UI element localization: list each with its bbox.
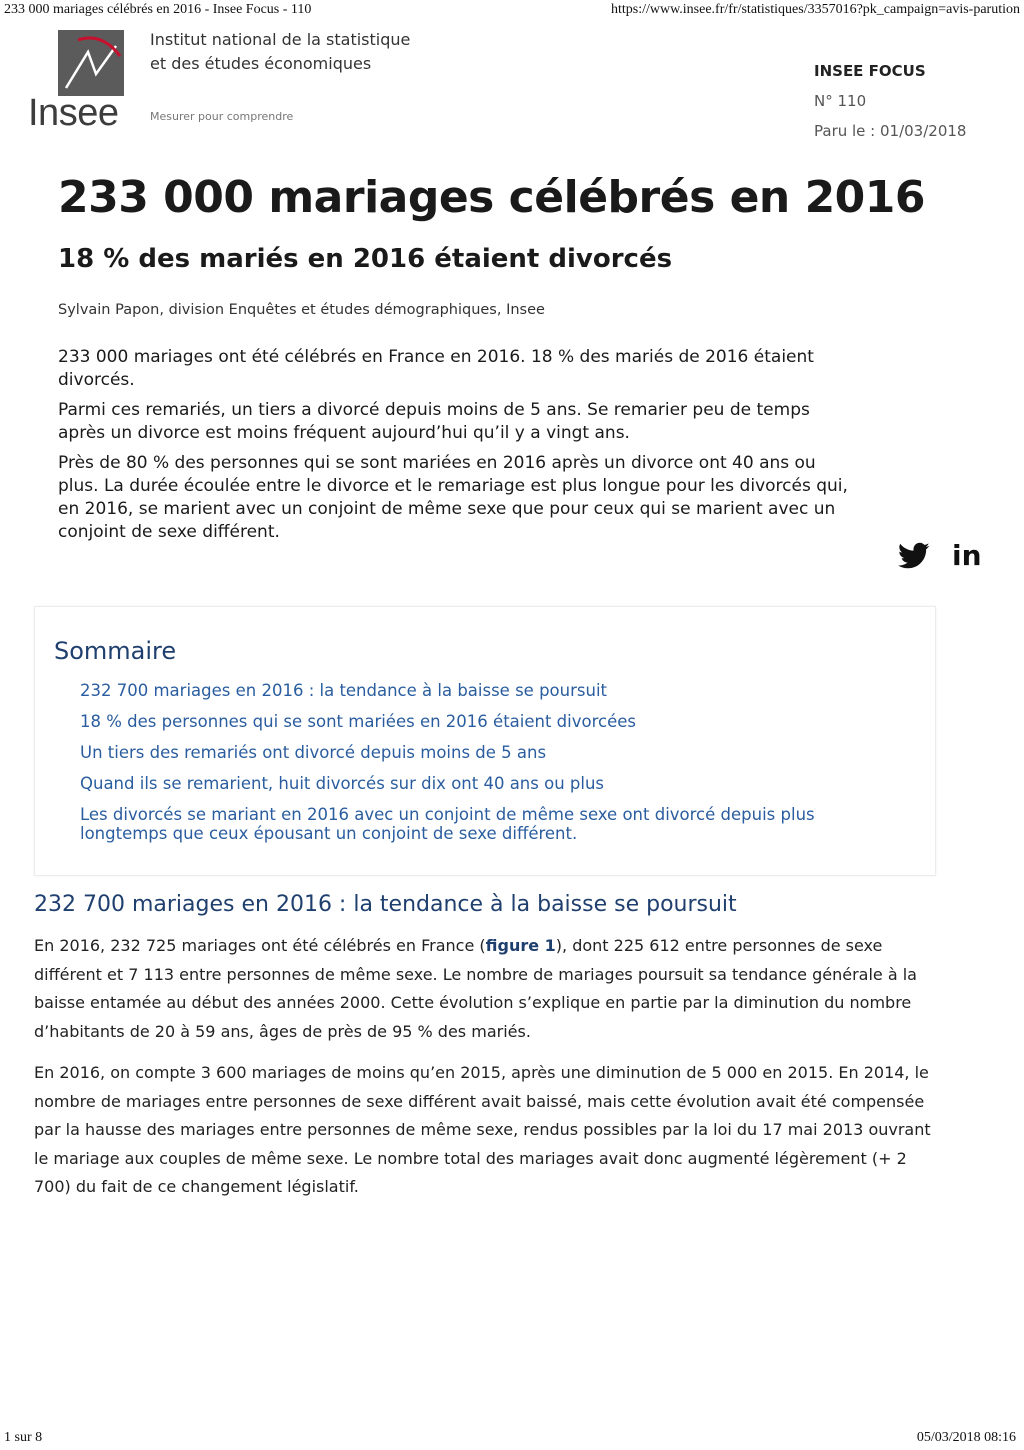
- paragraph-text: En 2016, 232 725 mariages ont été célébrés en France (: [34, 936, 486, 955]
- section-paragraph: [34, 932, 944, 1046]
- print-timestamp: 05/03/2018 08:16: [916, 1430, 1016, 1445]
- toc-link[interactable]: Quand ils se remarient, huit divorcés sur dix ont 40 ans ou plus: [80, 774, 605, 793]
- print-header: [0, 2, 1024, 20]
- article-summary: [58, 346, 858, 551]
- table-of-contents: [34, 606, 936, 876]
- print-page-counter: 1 sur 8: [4, 1430, 43, 1445]
- toc-title: Sommaire: [54, 637, 177, 665]
- publication-meta: [814, 56, 966, 146]
- paragraph-text: En 2016, on compte 3 600 mariages de moins qu’en 2015, après une diminution de 5 000 en 2015. En 2014, le nombre de mariages entre personnes de sexe différent avait baissé, mais cette évolution avait été compensée par la hausse des mariages entre personnes de même sexe, rendus possibles par la loi du 17 mai 2013 ouvrant le mariage aux couples de même sexe. Le nombre total des mariages avait donc augmenté légèrement (+ 2 700) du fait de ce changement législatif.: [34, 1063, 931, 1196]
- summary-paragraph: Parmi ces remariés, un tiers a divorcé depuis moins de 5 ans. Se remarier peu de temps après un divorce est moins fréquent aujourd’hui qu’il y a vingt ans.: [58, 400, 810, 443]
- series-name: INSEE FOCUS: [814, 62, 926, 80]
- summary-paragraph: Près de 80 % des personnes qui se sont mariées en 2016 après un divorce ont 40 ans ou plus. La durée écoulée entre le divorce et le remariage est plus longue pour les divorcés qui, en 2016, se marient avec un conjoint de même sexe que pour ceux qui se marient avec un conjoint de sexe différent.: [58, 453, 848, 542]
- social-share: [898, 540, 988, 574]
- figure-link[interactable]: figure 1: [485, 936, 556, 955]
- summary-paragraph: 233 000 mariages ont été célébrés en France en 2016. 18 % des mariés de 2016 étaient divorcés.: [58, 347, 814, 390]
- authors: Sylvain Papon, division Enquêtes et études démographiques, Insee: [58, 302, 545, 318]
- publication-number: N° 110: [814, 92, 867, 110]
- section-heading: 232 700 mariages en 2016 : la tendance à la baisse se poursuit: [34, 892, 737, 917]
- toc-link[interactable]: Un tiers des remariés ont divorcé depuis moins de 5 ans: [80, 743, 547, 762]
- print-url: https://www.insee.fr/fr/statistiques/3357016?pk_campaign=avis-parution: [610, 2, 1020, 17]
- publication-date: Paru le : 01/03/2018: [814, 122, 967, 140]
- institute-line-1: Institut national de la statistique: [150, 30, 411, 49]
- toc-link[interactable]: 232 700 mariages en 2016 : la tendance à la baisse se poursuit: [80, 681, 607, 700]
- page-title: 233 000 mariages célébrés en 2016: [58, 172, 926, 223]
- insee-logo-word: Insee: [28, 92, 119, 134]
- toc-link[interactable]: 18 % des personnes qui se sont mariées en 2016 étaient divorcées: [80, 712, 636, 731]
- institute-name: [150, 28, 410, 76]
- insee-logo[interactable]: [28, 30, 138, 134]
- print-footer: [0, 1430, 1024, 1448]
- tagline: Mesurer pour comprendre: [150, 110, 294, 123]
- paragraph-text: ), dont 225 612 entre personnes de sexe différent et 7 113 entre personnes de même sexe. Le nombre de mariages poursuit sa tendance générale à la baisse entamée au début des années 2000. Cette évolution s’explique en partie par la diminution du nombre d’habitants de 20 à 59 ans, âges de près de 95 % des mariés.: [34, 936, 917, 1041]
- insee-logo-mark-icon: [58, 30, 124, 96]
- toc-list: [80, 681, 880, 855]
- twitter-icon[interactable]: [898, 542, 930, 570]
- linkedin-icon[interactable]: in: [952, 539, 982, 572]
- institute-line-2: et des études économiques: [150, 54, 372, 73]
- section-paragraph: [34, 1059, 944, 1202]
- toc-link[interactable]: Les divorcés se mariant en 2016 avec un conjoint de même sexe ont divorcé depuis plus longtemps que ceux épousant un conjoint de sexe différent.: [80, 805, 815, 843]
- page-subtitle: 18 % des mariés en 2016 étaient divorcés: [58, 244, 673, 274]
- print-page-title: 233 000 mariages célébrés en 2016 - Insee Focus - 110: [4, 2, 312, 17]
